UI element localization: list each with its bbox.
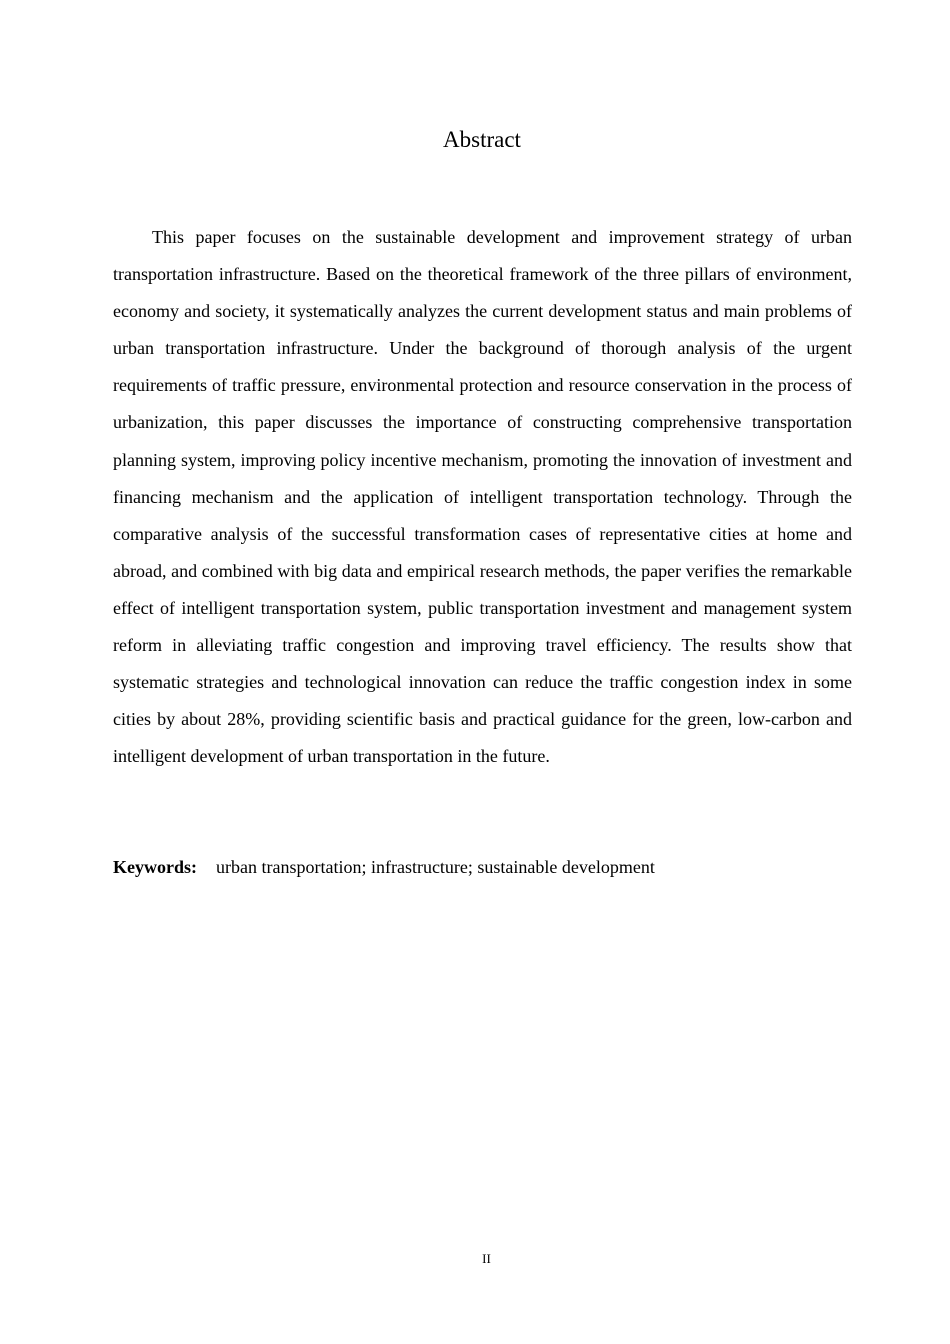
- keywords-line: [113, 849, 852, 886]
- page-number: II: [482, 1251, 491, 1266]
- keywords-label: Keywords:: [113, 857, 197, 877]
- abstract-body: This paper focuses on the sustainable development and improvement strategy of urban transportation infrastructure. Based on the theoretical framework of the three pillars of environment, economy and society, it systematically analyzes the current development status and main problems of urban transportation infrastructure. Under the background of thorough analysis of the urgent requirements of traffic pressure, environmental protection and resource conservation in the process of urbanization, this paper discusses the importance of constructing comprehensive transportation planning system, improving policy incentive mechanism, promoting the innovation of investment and financing mechanism and the application of intelligent transportation technology. Through the comparative analysis of the successful transformation cases of representative cities at home and abroad, and combined with big data and empirical research methods, the paper verifies the remarkable effect of intelligent transportation system, public transportation investment and management system reform in alleviating traffic congestion and improving travel efficiency. The results show that systematic strategies and technological innovation can reduce the traffic congestion index in some cities by about 28%, providing scientific basis and practical guidance for the green, low-carbon and intelligent development of urban transportation in the future.: [113, 227, 852, 767]
- keywords-text: urban transportation; infrastructure; sustainable development: [216, 857, 655, 877]
- page-title: Abstract: [443, 127, 521, 152]
